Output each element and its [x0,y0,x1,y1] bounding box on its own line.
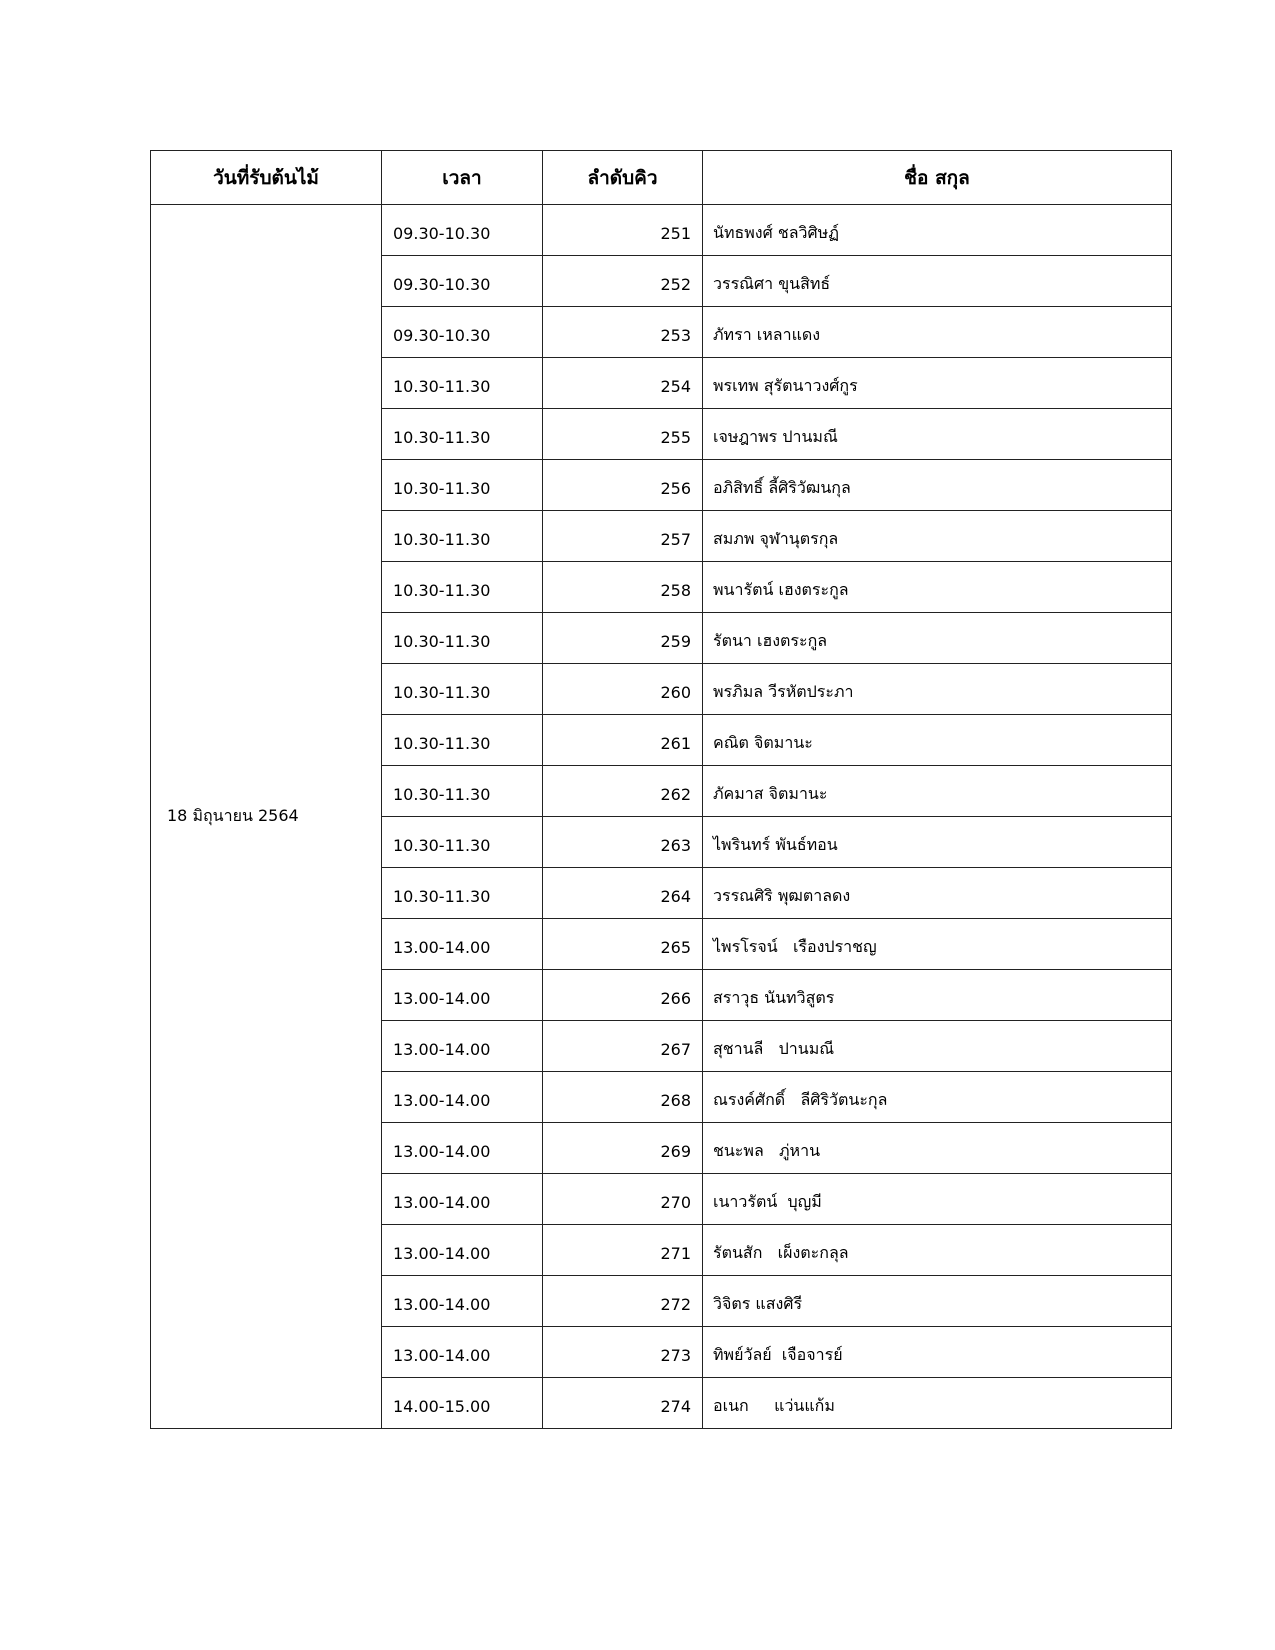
name-cell: ทิพย์วัลย์ เจือจารย์ [703,1327,1172,1378]
name-cell: วิจิตร แสงศิรี [703,1276,1172,1327]
name-cell: รัตนา เฮงตระกูล [703,613,1172,664]
name-cell: เนาวรัตน์ บุญมี [703,1174,1172,1225]
name-cell: สราวุธ นันทวิสูตร [703,970,1172,1021]
queue-cell: 274 [543,1378,703,1429]
time-cell: 10.30-11.30 [382,358,543,409]
name-cell: ภัทรา เหลาแดง [703,307,1172,358]
name-cell: อภิสิทธิ์ ลี้ศิริวัฒนกุล [703,460,1172,511]
queue-cell: 258 [543,562,703,613]
header-date: วันที่รับต้นไม้ [151,151,382,205]
time-cell: 10.30-11.30 [382,817,543,868]
time-cell: 10.30-11.30 [382,715,543,766]
time-cell: 09.30-10.30 [382,307,543,358]
time-cell: 13.00-14.00 [382,1123,543,1174]
queue-cell: 255 [543,409,703,460]
queue-cell: 263 [543,817,703,868]
queue-cell: 251 [543,205,703,256]
queue-cell: 262 [543,766,703,817]
header-queue: ลำดับคิว [543,151,703,205]
time-cell: 13.00-14.00 [382,1327,543,1378]
time-cell: 10.30-11.30 [382,664,543,715]
queue-cell: 266 [543,970,703,1021]
time-cell: 10.30-11.30 [382,613,543,664]
queue-cell: 253 [543,307,703,358]
name-cell: สมภพ จุฬานุตรกุล [703,511,1172,562]
name-cell: อเนก แว่นแก้ม [703,1378,1172,1429]
time-cell: 09.30-10.30 [382,256,543,307]
table-row [151,205,1172,256]
time-cell: 13.00-14.00 [382,1174,543,1225]
time-cell: 10.30-11.30 [382,460,543,511]
header-name: ชื่อ สกุล [703,151,1172,205]
time-cell: 09.30-10.30 [382,205,543,256]
time-cell: 13.00-14.00 [382,1225,543,1276]
time-cell: 13.00-14.00 [382,1072,543,1123]
queue-cell: 259 [543,613,703,664]
name-cell: ไพรโรจน์ เรืองปราชญ [703,919,1172,970]
time-cell: 10.30-11.30 [382,511,543,562]
queue-cell: 257 [543,511,703,562]
queue-cell: 268 [543,1072,703,1123]
name-cell: สุชานลี ปานมณี [703,1021,1172,1072]
queue-cell: 254 [543,358,703,409]
name-cell: พนารัตน์ เฮงตระกูล [703,562,1172,613]
header-time: เวลา [382,151,543,205]
name-cell: ชนะพล ภู่หาน [703,1123,1172,1174]
name-cell: เจษฎาพร ปานมณี [703,409,1172,460]
name-cell: วรรณิศา ขุนสิทธ์ [703,256,1172,307]
time-cell: 10.30-11.30 [382,562,543,613]
queue-cell: 261 [543,715,703,766]
name-cell: วรรณศิริ พุฒตาลดง [703,868,1172,919]
name-cell: ไพรินทร์ พันธ์ทอน [703,817,1172,868]
name-cell: พรภิมล วีรหัตประภา [703,664,1172,715]
queue-table [150,150,1172,1429]
queue-cell: 256 [543,460,703,511]
name-cell: ณรงค์ศักดิ์ ลีศิริวัตนะกุล [703,1072,1172,1123]
name-cell: นัทธพงศ์ ชลวิศิษฏ์ [703,205,1172,256]
queue-cell: 260 [543,664,703,715]
time-cell: 13.00-14.00 [382,970,543,1021]
queue-cell: 267 [543,1021,703,1072]
queue-cell: 273 [543,1327,703,1378]
name-cell: คณิต จิตมานะ [703,715,1172,766]
queue-cell: 252 [543,256,703,307]
table-header-row [151,151,1172,205]
table-body [151,205,1172,1429]
queue-cell: 272 [543,1276,703,1327]
name-cell: รัตนสัก เผ็งตะกลุล [703,1225,1172,1276]
date-cell: 18 มิถุนายน 2564 [151,205,382,1429]
time-cell: 13.00-14.00 [382,919,543,970]
queue-cell: 264 [543,868,703,919]
name-cell: พรเทพ สุรัตนาวงศ์กูร [703,358,1172,409]
time-cell: 10.30-11.30 [382,868,543,919]
queue-cell: 270 [543,1174,703,1225]
time-cell: 14.00-15.00 [382,1378,543,1429]
time-cell: 13.00-14.00 [382,1276,543,1327]
time-cell: 13.00-14.00 [382,1021,543,1072]
queue-cell: 265 [543,919,703,970]
queue-cell: 271 [543,1225,703,1276]
name-cell: ภัคมาส จิตมานะ [703,766,1172,817]
queue-cell: 269 [543,1123,703,1174]
time-cell: 10.30-11.30 [382,766,543,817]
time-cell: 10.30-11.30 [382,409,543,460]
